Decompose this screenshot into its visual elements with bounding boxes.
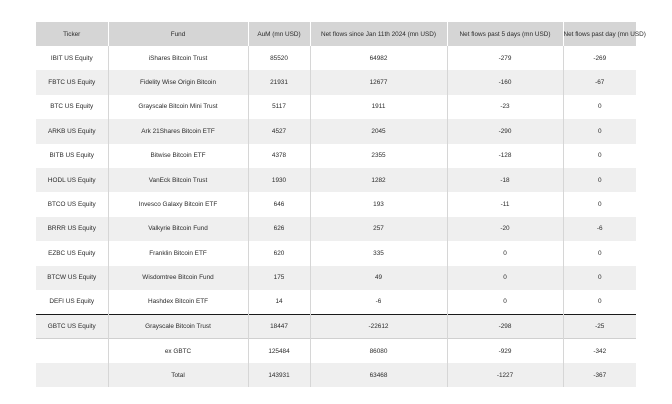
ticker-cell: ARKB US Equity (36, 119, 108, 143)
net-flows-past-day-cell: 0 (563, 119, 636, 143)
table-row (36, 217, 636, 241)
fund-cell: Grayscale Bitcoin Trust (108, 314, 248, 338)
net-flows-since-jan-cell: 2355 (310, 144, 447, 168)
net-flows-5-days-cell: -160 (447, 70, 563, 94)
ticker-cell: DEFI US Equity (36, 290, 108, 314)
header-aum: AuM (mn USD) (248, 22, 310, 46)
net-flows-since-jan-cell: 2045 (310, 119, 447, 143)
aum-cell: 125484 (248, 339, 310, 363)
header-ticker: Ticker (36, 22, 108, 46)
fund-cell: Bitwise Bitcoin ETF (108, 144, 248, 168)
net-flows-past-day-cell: 0 (563, 290, 636, 314)
fund-cell: Invesco Galaxy Bitcoin ETF (108, 192, 248, 216)
aum-cell: 626 (248, 217, 310, 241)
net-flows-past-day-cell: -342 (563, 339, 636, 363)
fund-cell: Valkyrie Bitcoin Fund (108, 217, 248, 241)
aum-cell: 143931 (248, 363, 310, 387)
ticker-cell: BTCO US Equity (36, 192, 108, 216)
aum-cell: 620 (248, 241, 310, 265)
ticker-cell: BITB US Equity (36, 144, 108, 168)
net-flows-since-jan-cell: 193 (310, 192, 447, 216)
fund-cell: iShares Bitcoin Trust (108, 46, 248, 70)
table-row (36, 266, 636, 290)
net-flows-past-day-cell: -67 (563, 70, 636, 94)
aum-cell: 4527 (248, 119, 310, 143)
aum-cell: 5117 (248, 95, 310, 119)
table-row (36, 46, 636, 70)
fund-cell: Hashdex Bitcoin ETF (108, 290, 248, 314)
net-flows-past-day-cell: 0 (563, 266, 636, 290)
net-flows-5-days-cell: -18 (447, 168, 563, 192)
table-row (36, 339, 636, 363)
net-flows-5-days-cell: -298 (447, 314, 563, 338)
net-flows-past-day-cell: 0 (563, 144, 636, 168)
table-row (36, 192, 636, 216)
net-flows-since-jan-cell: 64982 (310, 46, 447, 70)
net-flows-since-jan-cell: 63468 (310, 363, 447, 387)
net-flows-since-jan-cell: 1911 (310, 95, 447, 119)
net-flows-5-days-cell: -23 (447, 95, 563, 119)
aum-cell: 646 (248, 192, 310, 216)
ticker-cell (36, 339, 108, 363)
ticker-cell: GBTC US Equity (36, 314, 108, 338)
table-row (36, 70, 636, 94)
net-flows-since-jan-cell: 335 (310, 241, 447, 265)
aum-cell: 175 (248, 266, 310, 290)
net-flows-5-days-cell: -929 (447, 339, 563, 363)
net-flows-5-days-cell: 0 (447, 241, 563, 265)
net-flows-since-jan-cell: 1282 (310, 168, 447, 192)
net-flows-since-jan-cell: -22612 (310, 314, 447, 338)
net-flows-past-day-cell: 0 (563, 95, 636, 119)
table-row (36, 144, 636, 168)
header-net-flows-5-days: Net flows past 5 days (mn USD) (447, 22, 563, 46)
header-row (36, 22, 636, 46)
net-flows-5-days-cell: 0 (447, 266, 563, 290)
fund-cell: Wisdomtree Bitcoin Fund (108, 266, 248, 290)
net-flows-since-jan-cell: 12677 (310, 70, 447, 94)
table-row (36, 119, 636, 143)
fund-cell: Ark 21Shares Bitcoin ETF (108, 119, 248, 143)
net-flows-5-days-cell: -290 (447, 119, 563, 143)
ticker-cell (36, 363, 108, 387)
net-flows-since-jan-cell: 49 (310, 266, 447, 290)
net-flows-since-jan-cell: 86080 (310, 339, 447, 363)
net-flows-5-days-cell: -128 (447, 144, 563, 168)
ticker-cell: HODL US Equity (36, 168, 108, 192)
fund-cell: Grayscale Bitcoin Mini Trust (108, 95, 248, 119)
ticker-cell: FBTC US Equity (36, 70, 108, 94)
net-flows-5-days-cell: -279 (447, 46, 563, 70)
aum-cell: 85520 (248, 46, 310, 70)
net-flows-5-days-cell: -20 (447, 217, 563, 241)
fund-cell: VanEck Bitcoin Trust (108, 168, 248, 192)
net-flows-past-day-cell: 0 (563, 192, 636, 216)
fund-cell: Franklin Bitcoin ETF (108, 241, 248, 265)
net-flows-since-jan-cell: 257 (310, 217, 447, 241)
header-net-flows-since-jan: Net flows since Jan 11th 2024 (mn USD) (310, 22, 447, 46)
aum-cell: 14 (248, 290, 310, 314)
fund-cell: Total (108, 363, 248, 387)
ticker-cell: BRRR US Equity (36, 217, 108, 241)
header-net-flows-past-day: Net flows past day (mn USD) (563, 22, 636, 46)
net-flows-past-day-cell: 0 (563, 168, 636, 192)
net-flows-past-day-cell: 0 (563, 241, 636, 265)
net-flows-past-day-cell: -25 (563, 314, 636, 338)
net-flows-5-days-cell: -1227 (447, 363, 563, 387)
ticker-cell: BTC US Equity (36, 95, 108, 119)
aum-cell: 21931 (248, 70, 310, 94)
etf-flows-table-container (36, 22, 646, 387)
aum-cell: 1930 (248, 168, 310, 192)
fund-cell: ex GBTC (108, 339, 248, 363)
table-row (36, 363, 636, 387)
table-body (36, 46, 636, 387)
ticker-cell: BTCW US Equity (36, 266, 108, 290)
header-fund: Fund (108, 22, 248, 46)
table-header (36, 22, 646, 46)
net-flows-past-day-cell: -367 (563, 363, 636, 387)
net-flows-since-jan-cell: -6 (310, 290, 447, 314)
aum-cell: 18447 (248, 314, 310, 338)
table-row (36, 314, 636, 338)
table-row (36, 95, 636, 119)
aum-cell: 4378 (248, 144, 310, 168)
ticker-cell: IBIT US Equity (36, 46, 108, 70)
table-row (36, 168, 636, 192)
table-row (36, 290, 636, 314)
net-flows-past-day-cell: -269 (563, 46, 636, 70)
fund-cell: Fidelity Wise Origin Bitcoin (108, 70, 248, 94)
net-flows-5-days-cell: 0 (447, 290, 563, 314)
etf-flows-table (36, 22, 646, 387)
net-flows-5-days-cell: -11 (447, 192, 563, 216)
net-flows-past-day-cell: -6 (563, 217, 636, 241)
ticker-cell: EZBC US Equity (36, 241, 108, 265)
table-row (36, 241, 636, 265)
